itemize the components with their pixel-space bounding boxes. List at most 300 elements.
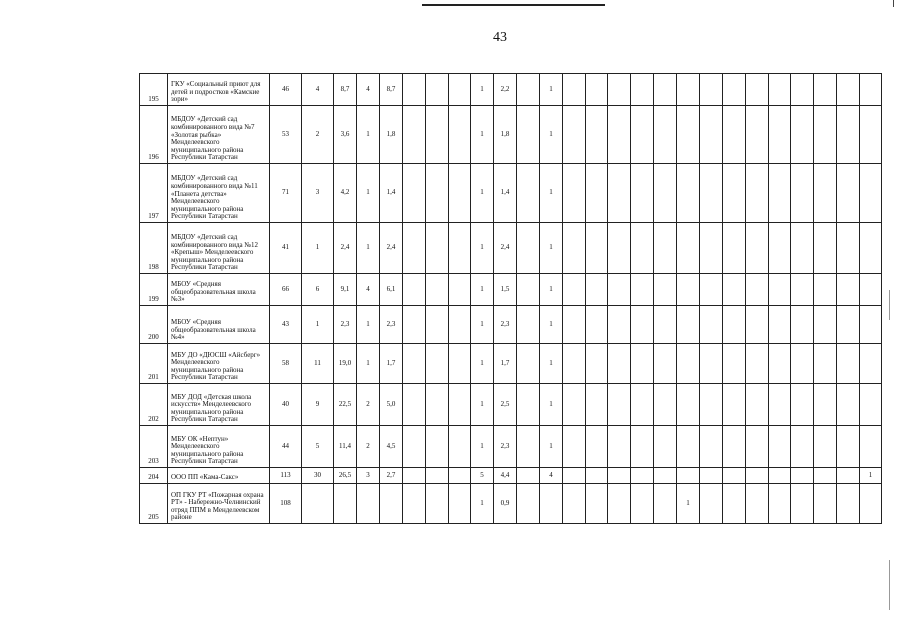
row-number: 204 (140, 468, 168, 484)
value-cell (700, 384, 723, 426)
value-cell (814, 344, 837, 384)
value-cell (723, 484, 746, 524)
value-cell (814, 106, 837, 164)
value-cell (746, 274, 769, 306)
value-cell (746, 164, 769, 223)
value-cell (449, 468, 471, 484)
value-cell (517, 384, 540, 426)
value-cell (837, 164, 860, 223)
row-number: 197 (140, 164, 168, 223)
value-cell (860, 223, 882, 274)
value-cell: 6,1 (380, 274, 403, 306)
table-row (140, 306, 882, 344)
value-cell (586, 223, 608, 274)
value-cell (769, 484, 791, 524)
value-cell (654, 164, 677, 223)
value-cell (403, 106, 426, 164)
value-cell (860, 426, 882, 468)
value-cell (700, 306, 723, 344)
organization-name: ГКУ «Социальный приют для детей и подростков «Камские зори» (168, 74, 270, 106)
value-cell (449, 426, 471, 468)
value-cell: 5 (471, 468, 494, 484)
value-cell (517, 484, 540, 524)
value-cell (860, 106, 882, 164)
value-cell (426, 468, 449, 484)
value-cell (586, 74, 608, 106)
table-row (140, 106, 882, 164)
value-cell (837, 344, 860, 384)
value-cell (837, 306, 860, 344)
value-cell (403, 274, 426, 306)
value-cell (860, 274, 882, 306)
organization-name: МБОУ «Средняя общеобразовательная школа №4» (168, 306, 270, 344)
value-cell: 3 (357, 468, 380, 484)
value-cell (608, 164, 631, 223)
value-cell: 66 (270, 274, 302, 306)
value-cell (586, 468, 608, 484)
value-cell (449, 274, 471, 306)
value-cell (631, 74, 654, 106)
value-cell (631, 484, 654, 524)
value-cell (586, 306, 608, 344)
table-row (140, 344, 882, 384)
value-cell (860, 344, 882, 384)
value-cell (677, 344, 700, 384)
value-cell: 1 (302, 223, 334, 274)
value-cell: 2,5 (494, 384, 517, 426)
value-cell (746, 468, 769, 484)
value-cell: 2 (357, 426, 380, 468)
value-cell (563, 344, 586, 384)
value-cell (631, 223, 654, 274)
value-cell (517, 74, 540, 106)
value-cell: 2,3 (494, 426, 517, 468)
value-cell: 3,6 (334, 106, 357, 164)
value-cell (517, 274, 540, 306)
value-cell (723, 384, 746, 426)
value-cell (426, 74, 449, 106)
value-cell (608, 223, 631, 274)
value-cell (403, 74, 426, 106)
value-cell (700, 484, 723, 524)
value-cell (563, 384, 586, 426)
value-cell (791, 164, 814, 223)
value-cell (654, 384, 677, 426)
value-cell: 53 (270, 106, 302, 164)
value-cell (791, 484, 814, 524)
table-row (140, 74, 882, 106)
value-cell (654, 106, 677, 164)
value-cell (403, 164, 426, 223)
value-cell (723, 223, 746, 274)
value-cell (769, 74, 791, 106)
value-cell (403, 384, 426, 426)
value-cell (700, 164, 723, 223)
value-cell: 3 (302, 164, 334, 223)
value-cell (837, 468, 860, 484)
value-cell: 1 (677, 484, 700, 524)
table-row (140, 223, 882, 274)
value-cell: 1 (540, 426, 563, 468)
value-cell: 2,7 (380, 468, 403, 484)
value-cell: 1 (471, 106, 494, 164)
value-cell (746, 426, 769, 468)
value-cell: 1 (471, 484, 494, 524)
organization-name: МБУ ДО «ДЮСШ «Айсберг» Менделеевского муниципального района Республики Татарстан (168, 344, 270, 384)
value-cell: 8,7 (334, 74, 357, 106)
row-number: 201 (140, 344, 168, 384)
value-cell (677, 306, 700, 344)
value-cell (563, 426, 586, 468)
value-cell (426, 426, 449, 468)
value-cell (791, 426, 814, 468)
row-number: 203 (140, 426, 168, 468)
scan-edge-mark (889, 290, 890, 320)
value-cell: 1 (540, 306, 563, 344)
table-row (140, 384, 882, 426)
value-cell: 11,4 (334, 426, 357, 468)
value-cell (814, 274, 837, 306)
value-cell (403, 306, 426, 344)
value-cell (677, 274, 700, 306)
value-cell (654, 426, 677, 468)
value-cell (449, 223, 471, 274)
value-cell: 1 (540, 74, 563, 106)
value-cell (814, 74, 837, 106)
value-cell: 9,1 (334, 274, 357, 306)
value-cell: 1,8 (494, 106, 517, 164)
value-cell (723, 106, 746, 164)
row-number: 205 (140, 484, 168, 524)
value-cell: 1 (471, 306, 494, 344)
value-cell (700, 344, 723, 384)
value-cell (654, 74, 677, 106)
value-cell (403, 468, 426, 484)
value-cell (746, 306, 769, 344)
value-cell: 4 (302, 74, 334, 106)
value-cell (426, 484, 449, 524)
value-cell: 113 (270, 468, 302, 484)
value-cell (631, 164, 654, 223)
value-cell (700, 223, 723, 274)
value-cell (837, 426, 860, 468)
value-cell: 58 (270, 344, 302, 384)
value-cell (860, 484, 882, 524)
value-cell: 1,4 (380, 164, 403, 223)
value-cell: 1 (540, 223, 563, 274)
value-cell (563, 223, 586, 274)
value-cell (403, 223, 426, 274)
value-cell: 1 (471, 74, 494, 106)
value-cell (769, 426, 791, 468)
value-cell: 1 (471, 274, 494, 306)
value-cell (517, 468, 540, 484)
page-number: 43 (493, 30, 507, 45)
value-cell (814, 384, 837, 426)
organization-name: МБДОУ «Детский сад комбинированного вида №11 «Планета детства» Менделеевского муниципального района Республики Татарстан (168, 164, 270, 223)
table-row (140, 468, 882, 484)
value-cell: 1 (540, 384, 563, 426)
value-cell (769, 223, 791, 274)
value-cell: 1 (540, 106, 563, 164)
organization-name: МБУ ДОД «Детская школа искусств» Менделеевского муниципального района Республики Татарстан (168, 384, 270, 426)
value-cell (540, 484, 563, 524)
value-cell: 4,4 (494, 468, 517, 484)
value-cell (517, 106, 540, 164)
register-table (139, 73, 882, 524)
value-cell (517, 344, 540, 384)
value-cell (814, 223, 837, 274)
value-cell (302, 484, 334, 524)
value-cell (746, 223, 769, 274)
value-cell (631, 344, 654, 384)
value-cell: 1 (540, 344, 563, 384)
value-cell: 8,7 (380, 74, 403, 106)
value-cell (449, 164, 471, 223)
value-cell (700, 274, 723, 306)
value-cell: 2,2 (494, 74, 517, 106)
value-cell (426, 274, 449, 306)
value-cell (563, 484, 586, 524)
table-row (140, 164, 882, 223)
value-cell (426, 223, 449, 274)
value-cell: 2,4 (494, 223, 517, 274)
value-cell: 4 (357, 74, 380, 106)
value-cell (449, 384, 471, 426)
value-cell (700, 106, 723, 164)
value-cell (631, 468, 654, 484)
value-cell (449, 484, 471, 524)
value-cell (791, 384, 814, 426)
scan-edge-mark (889, 560, 890, 610)
value-cell (723, 306, 746, 344)
value-cell: 1 (357, 164, 380, 223)
value-cell (608, 484, 631, 524)
value-cell (791, 344, 814, 384)
value-cell (563, 274, 586, 306)
value-cell: 1,7 (494, 344, 517, 384)
value-cell: 4,5 (380, 426, 403, 468)
value-cell: 19,0 (334, 344, 357, 384)
value-cell (746, 74, 769, 106)
corner-tick (893, 0, 894, 7)
value-cell (700, 426, 723, 468)
value-cell (677, 426, 700, 468)
table-row (140, 426, 882, 468)
value-cell (586, 384, 608, 426)
value-cell (654, 274, 677, 306)
value-cell (700, 74, 723, 106)
value-cell (586, 164, 608, 223)
row-number: 195 (140, 74, 168, 106)
value-cell (791, 468, 814, 484)
value-cell (563, 468, 586, 484)
value-cell (769, 274, 791, 306)
value-cell (631, 426, 654, 468)
value-cell (654, 484, 677, 524)
value-cell (723, 274, 746, 306)
value-cell: 4 (357, 274, 380, 306)
value-cell (517, 306, 540, 344)
value-cell: 44 (270, 426, 302, 468)
value-cell: 1 (471, 344, 494, 384)
row-number: 202 (140, 384, 168, 426)
value-cell (563, 306, 586, 344)
value-cell (723, 164, 746, 223)
value-cell: 0,9 (494, 484, 517, 524)
header-rule (422, 4, 605, 6)
value-cell: 11 (302, 344, 334, 384)
value-cell (586, 344, 608, 384)
value-cell (631, 274, 654, 306)
value-cell (403, 344, 426, 384)
value-cell (791, 106, 814, 164)
row-number: 196 (140, 106, 168, 164)
organization-name: МБДОУ «Детский сад комбинированного вида №12 «Крепыш» Менделеевского муниципального района Республики Татарстан (168, 223, 270, 274)
value-cell: 1 (471, 426, 494, 468)
value-cell (563, 164, 586, 223)
table-row (140, 484, 882, 524)
value-cell (654, 306, 677, 344)
value-cell (631, 106, 654, 164)
value-cell (746, 106, 769, 164)
value-cell (769, 306, 791, 344)
value-cell (357, 484, 380, 524)
organization-name: МБУ ОК «Нептун» Менделеевского муниципального района Республики Татарстан (168, 426, 270, 468)
value-cell (654, 468, 677, 484)
value-cell (631, 306, 654, 344)
value-cell: 1 (471, 223, 494, 274)
organization-name: ОП ГКУ РТ «Пожарная охрана РТ» - Набережно-Челнинский отряд ППМ в Менделеевском районе (168, 484, 270, 524)
row-number: 198 (140, 223, 168, 274)
value-cell: 5 (302, 426, 334, 468)
value-cell (814, 468, 837, 484)
row-number: 200 (140, 306, 168, 344)
value-cell: 43 (270, 306, 302, 344)
value-cell: 108 (270, 484, 302, 524)
value-cell: 1 (357, 344, 380, 384)
value-cell: 1 (357, 223, 380, 274)
value-cell (814, 306, 837, 344)
value-cell (860, 306, 882, 344)
value-cell (608, 74, 631, 106)
value-cell (608, 274, 631, 306)
value-cell (426, 106, 449, 164)
value-cell (403, 426, 426, 468)
value-cell (677, 223, 700, 274)
value-cell: 1 (471, 164, 494, 223)
value-cell: 46 (270, 74, 302, 106)
value-cell (791, 223, 814, 274)
value-cell: 1 (540, 164, 563, 223)
value-cell (769, 344, 791, 384)
value-cell (426, 306, 449, 344)
value-cell (563, 106, 586, 164)
value-cell: 1 (540, 274, 563, 306)
value-cell (449, 306, 471, 344)
value-cell: 22,5 (334, 384, 357, 426)
value-cell (723, 74, 746, 106)
value-cell (449, 74, 471, 106)
value-cell (334, 484, 357, 524)
value-cell (814, 426, 837, 468)
value-cell: 40 (270, 384, 302, 426)
value-cell (814, 164, 837, 223)
value-cell: 1,5 (494, 274, 517, 306)
table-row (140, 274, 882, 306)
value-cell: 2 (302, 106, 334, 164)
value-cell: 1 (357, 106, 380, 164)
organization-name: МБДОУ «Детский сад комбинированного вида №7 «Золотая рыбка» Менделеевского муниципального района Республики Татарстан (168, 106, 270, 164)
value-cell (426, 344, 449, 384)
value-cell: 2,3 (494, 306, 517, 344)
value-cell (517, 223, 540, 274)
value-cell (449, 106, 471, 164)
value-cell (769, 468, 791, 484)
value-cell (403, 484, 426, 524)
value-cell (837, 223, 860, 274)
value-cell (426, 384, 449, 426)
value-cell (608, 106, 631, 164)
value-cell (586, 106, 608, 164)
value-cell: 2,4 (380, 223, 403, 274)
value-cell (517, 164, 540, 223)
value-cell (769, 384, 791, 426)
value-cell (723, 426, 746, 468)
value-cell (677, 384, 700, 426)
value-cell (791, 274, 814, 306)
value-cell (723, 468, 746, 484)
value-cell (631, 384, 654, 426)
value-cell (837, 384, 860, 426)
value-cell (769, 164, 791, 223)
value-cell: 1 (357, 306, 380, 344)
value-cell (860, 74, 882, 106)
value-cell (677, 106, 700, 164)
value-cell (654, 344, 677, 384)
value-cell: 2,3 (334, 306, 357, 344)
value-cell (426, 164, 449, 223)
row-number: 199 (140, 274, 168, 306)
organization-name: МБОУ «Средняя общеобразовательная школа №3» (168, 274, 270, 306)
value-cell: 1,4 (494, 164, 517, 223)
value-cell (791, 74, 814, 106)
value-cell: 9 (302, 384, 334, 426)
value-cell: 6 (302, 274, 334, 306)
value-cell: 30 (302, 468, 334, 484)
value-cell (608, 344, 631, 384)
value-cell (586, 274, 608, 306)
organization-name: ООО ПП «Кама-Сакс» (168, 468, 270, 484)
value-cell (563, 74, 586, 106)
value-cell: 2,4 (334, 223, 357, 274)
value-cell (837, 74, 860, 106)
value-cell (837, 106, 860, 164)
value-cell (586, 484, 608, 524)
value-cell: 1,8 (380, 106, 403, 164)
value-cell (837, 274, 860, 306)
value-cell (586, 426, 608, 468)
value-cell (769, 106, 791, 164)
value-cell: 2,3 (380, 306, 403, 344)
value-cell (654, 223, 677, 274)
value-cell: 1 (860, 468, 882, 484)
value-cell: 1 (302, 306, 334, 344)
value-cell: 71 (270, 164, 302, 223)
value-cell (380, 484, 403, 524)
value-cell: 2 (357, 384, 380, 426)
value-cell: 1 (471, 384, 494, 426)
